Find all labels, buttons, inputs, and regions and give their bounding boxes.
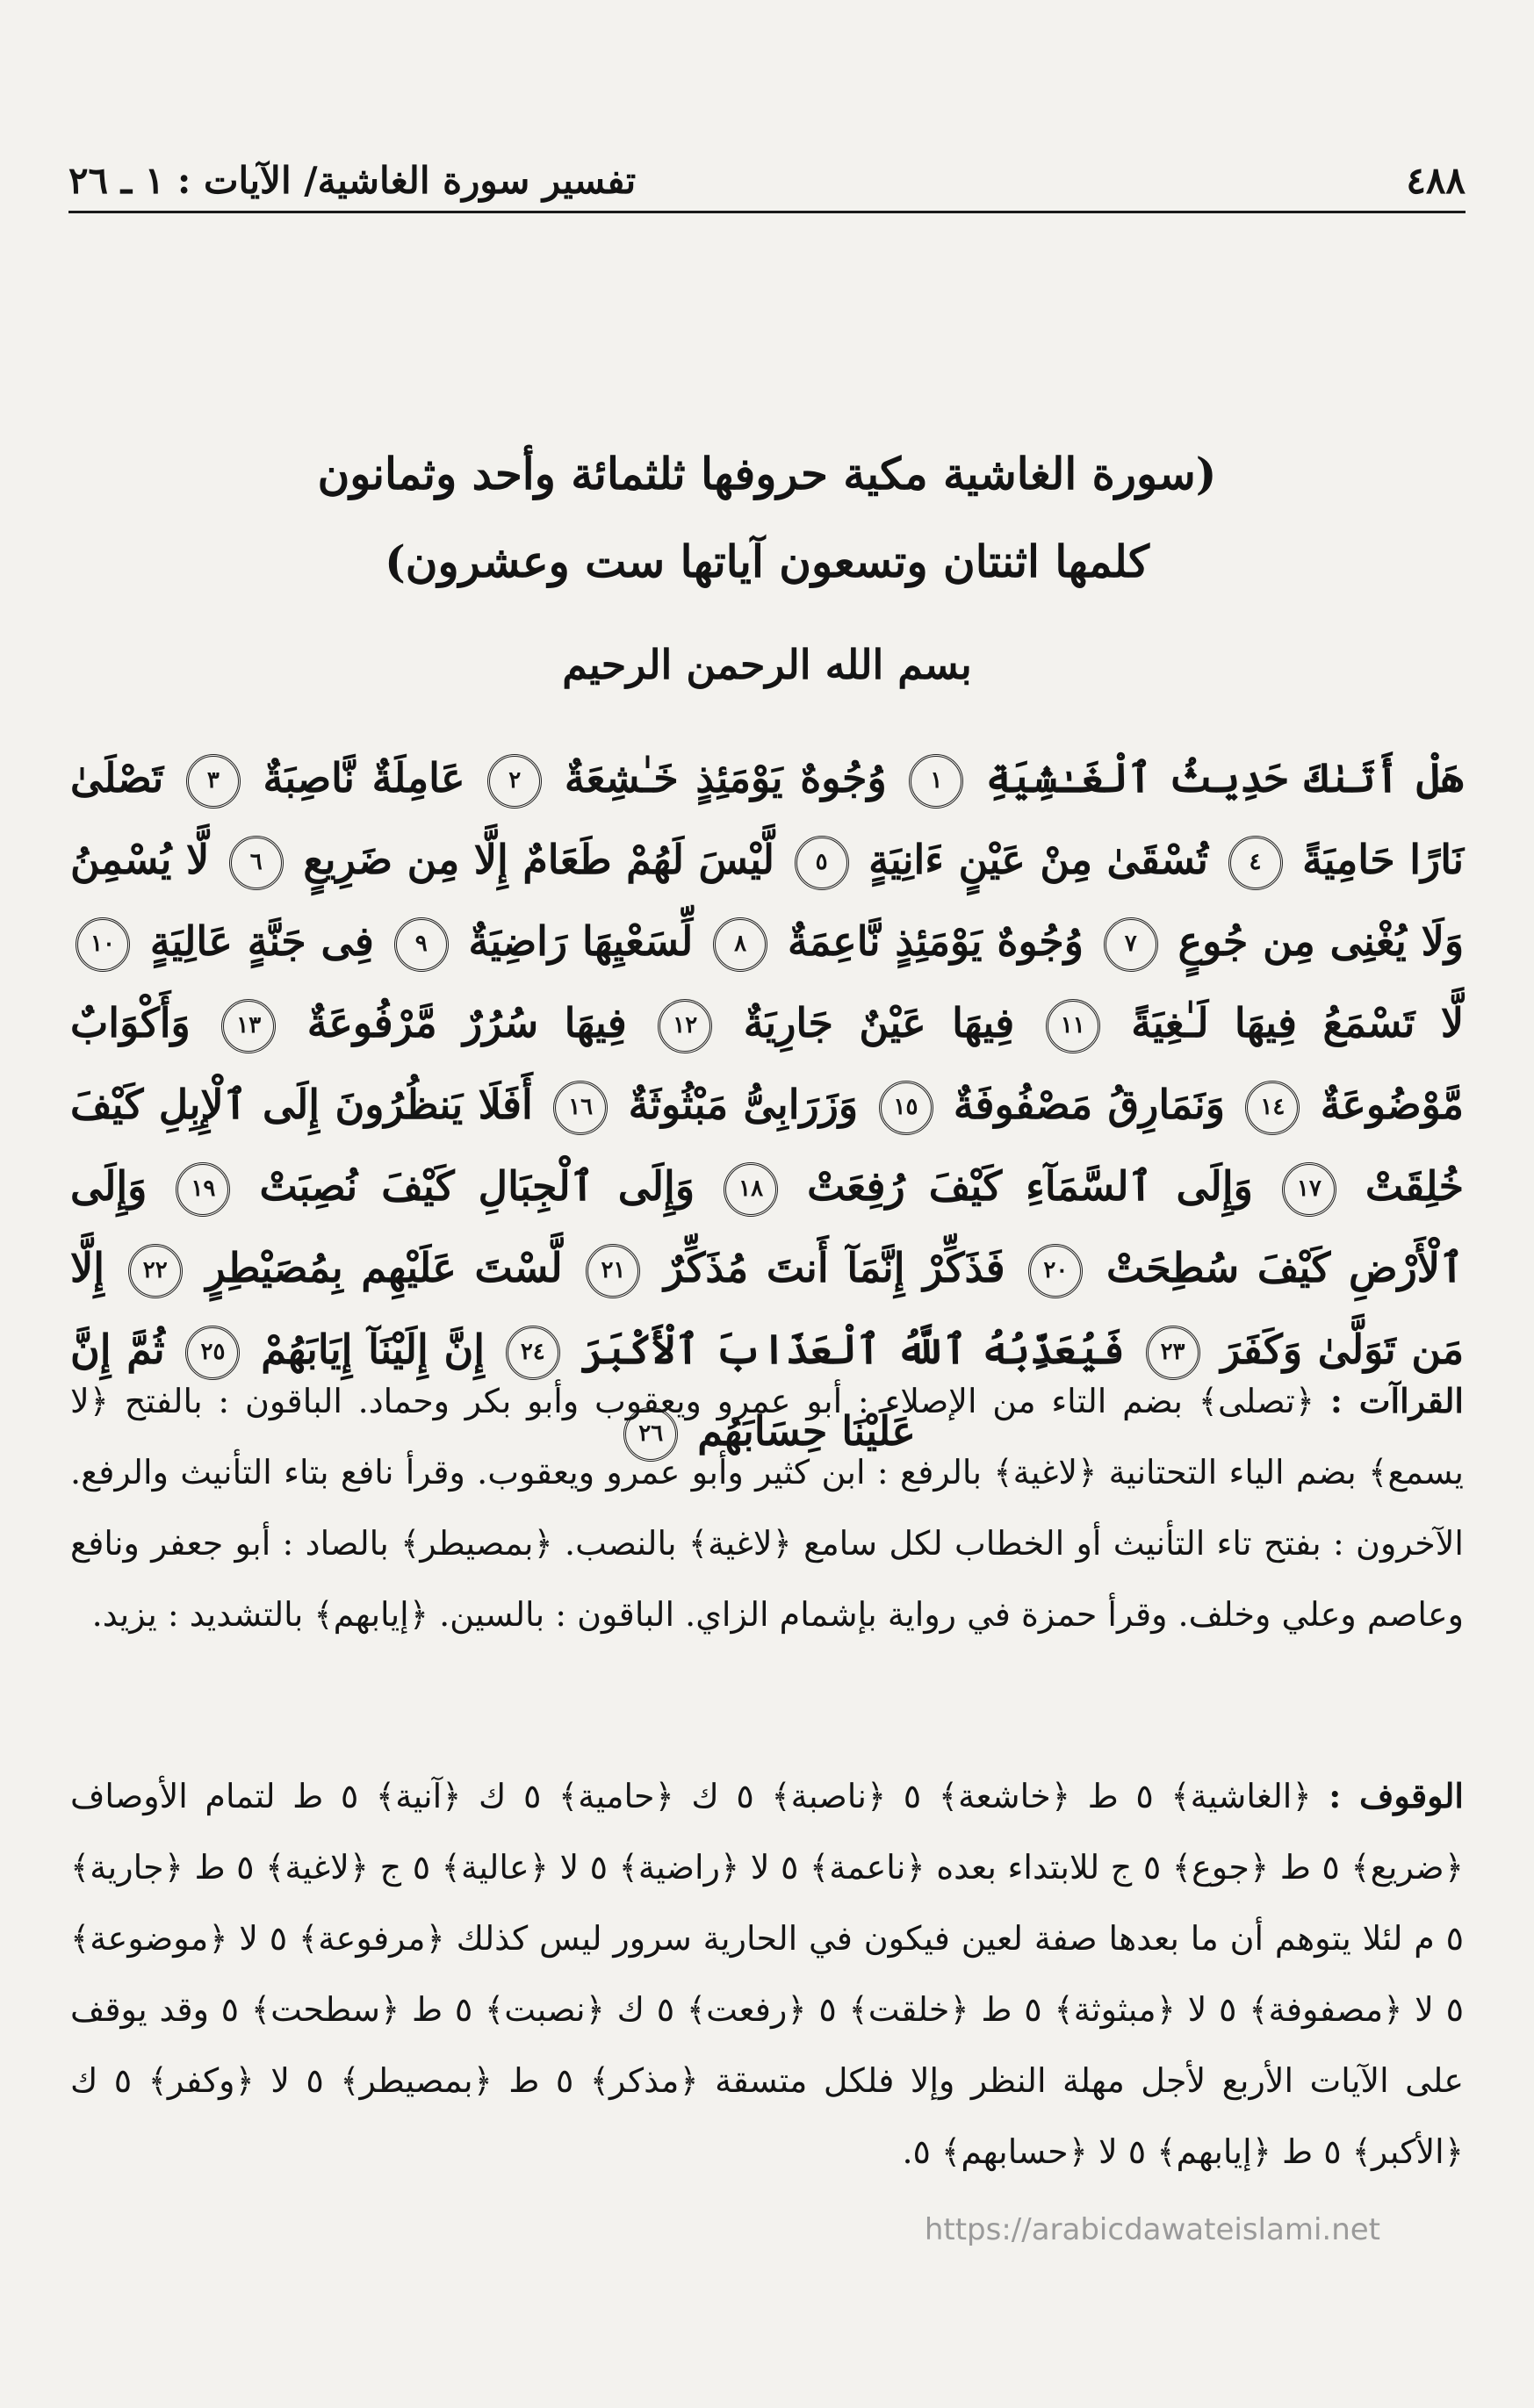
verse-text: أَفَلَا يَنظُرُونَ إِلَى ٱلْإِبِلِ كَيْفَ خُلِقَتْ	[70, 1081, 1465, 1210]
ayah-number-marker: ٢١	[586, 1244, 640, 1298]
verse-text: فِيهَا سُرُرٌ مَّرْفُوعَةٌ	[306, 999, 627, 1046]
quran-verses	[70, 737, 1464, 1472]
surah-header-line-1: (سورة الغاشية مكية حروفها ثلثمائة وأحد وثمانون	[317, 448, 1217, 500]
ayah-number-marker: ١١	[1046, 999, 1100, 1053]
basmala: بسم الله الرحمن الرحيم	[562, 641, 972, 688]
ayah-number-marker: ٤	[1228, 836, 1283, 890]
verse-text: هَلْ أَتَىٰكَ حَدِيثُ ٱلْغَـٰشِيَةِ	[986, 754, 1465, 801]
qiraat-label: القراآت :	[1329, 1381, 1464, 1420]
ayah-number-marker: ١٤	[1245, 1081, 1300, 1135]
verse-text: تُسْقَىٰ مِنْ عَيْنٍ ءَانِيَةٍ	[868, 836, 1208, 883]
verse-text: إِلَّا مَن تَوَلَّىٰ وَكَفَرَ	[70, 1244, 1465, 1373]
ayah-number-marker: ١٣	[221, 999, 276, 1053]
wuquf-text: ﴿الغاشية﴾ ٥ ط ﴿خاشعة﴾ ٥ ﴿ناصبة﴾ ٥ ك ﴿حامية﴾ ٥ ك ﴿آنية﴾ ٥ ط لتمام الأوصاف ﴿ضريع﴾ ٥ ط ﴿جوع﴾ ٥ ج للابتداء بعده ﴿ناعمة﴾ ٥ لا ﴿راضية﴾ ٥ لا ﴿عالية﴾ ٥ ج ﴿لاغية﴾ ٥ ط ﴿جارية﴾ ٥ م لئلا يتوهم أن ما بعدها صفة لعين فيكون في الحارية سرور ليس كذلك ﴿مرفوعة﴾ ٥ لا ﴿موضوعة﴾ ٥ لا ﴿مصفوفة﴾ ٥ لا ﴿مبثوثة﴾ ٥ ط ﴿خلقت﴾ ٥ ﴿رفعت﴾ ٥ ك ﴿نصبت﴾ ٥ ط ﴿سطحت﴾ ٥ وقد يوقف على الآيات الأربع لأجل مهلة النظر وإلا فلكل متسقة ﴿مذكر﴾ ٥ ط ﴿بمصيطر﴾ ٥ لا ﴿وكفر﴾ ٥ ك ﴿الأكبر﴾ ٥ ط ﴿إيابهم﴾ ٥ لا ﴿حسابهم﴾ ٥.	[70, 1777, 1465, 2171]
verse-text: فِيهَا عَيْنٌ جَارِيَةٌ	[743, 999, 1015, 1046]
wuquf-label: الوقوف :	[1329, 1776, 1464, 1815]
ayah-number-marker: ٥	[795, 836, 849, 890]
page-number: ٤٨٨	[1406, 159, 1466, 202]
ayah-number-marker: ١٥	[879, 1081, 933, 1135]
verse-text: وَنَمَارِقُ مَصْفُوفَةٌ	[953, 1081, 1225, 1128]
verse-text: لَّا تَسْمَعُ فِيهَا لَـٰغِيَةً	[1131, 999, 1465, 1046]
verse-text: فَيُعَذِّبُهُ ٱللَّهُ ٱلْعَذَابَ ٱلْأَكْبَرَ	[580, 1326, 1125, 1373]
verse-text: إِنَّ إِلَيْنَآ إِيَابَهُمْ	[261, 1326, 486, 1373]
verse-text: لَّسْتَ عَلَيْهِم بِمُصَيْطِرٍ	[205, 1244, 563, 1291]
verse-text: تَصْلَىٰ نَارًا حَامِيَةً	[70, 754, 1465, 883]
ayah-number-marker: ٦	[229, 836, 284, 890]
verse-text: لِّسَعْيِهَا رَاضِيَةٌ	[468, 917, 694, 965]
verse-text: لَّا يُسْمِنُ وَلَا يُغْنِى مِن جُوعٍ	[70, 836, 1465, 965]
ayah-number-marker: ٢٠	[1028, 1244, 1083, 1298]
ayah-number-marker: ٢٤	[506, 1326, 560, 1380]
ayah-number-marker: ٢٥	[185, 1326, 240, 1380]
verse-text: وَزَرَابِىُّ مَبْثُوثَةٌ	[628, 1081, 859, 1128]
surah-header	[132, 430, 1402, 606]
surah-header-line-2: كلمها اثنتان وتسعون آياتها ست وعشرون)	[385, 536, 1149, 587]
ayah-number-marker: ٨	[713, 917, 767, 972]
watermark-url: https://arabicdawateislami.net	[924, 2212, 1380, 2247]
ayah-number-marker: ٩	[394, 917, 449, 972]
running-title: تفسير سورة الغاشية/ الآيات : ١ ـ ٢٦	[68, 159, 637, 202]
verse-text: وَإِلَى ٱلسَّمَآءِ كَيْفَ رُفِعَتْ	[807, 1162, 1253, 1210]
ayah-number-marker: ١٢	[658, 999, 712, 1053]
verse-text: وُجُوهٌ يَوْمَئِذٍ خَـٰشِعَةٌ	[564, 754, 887, 801]
ayah-number-marker: ٢٢	[128, 1244, 183, 1298]
ayah-number-marker: ١	[909, 754, 963, 809]
ayah-number-marker: ١٦	[553, 1081, 608, 1135]
verse-text: وُجُوهٌ يَوْمَئِذٍ نَّاعِمَةٌ	[788, 917, 1084, 965]
ayah-number-marker: ١٠	[76, 917, 130, 972]
ayah-number-marker: ١٨	[724, 1162, 778, 1217]
ayah-number-marker: ٢٦	[623, 1407, 678, 1462]
verse-text: وَأَكْوَابٌ مَّوْضُوعَةٌ	[70, 999, 1465, 1128]
running-header	[68, 132, 1466, 213]
qiraat-text: ﴿تصلى﴾ بضم التاء من الإصلاء : أبو عمرو ويعقوب وأبو بكر وحماد. الباقون : بالفتح ﴿لا يسمع﴾ بضم الياء التحتانية ﴿لاغية﴾ بالرفع : ابن كثير وأبو عمرو ويعقوب. وقرأ نافع بتاء التأنيث والرفع. الآخرون : بفتح تاء التأنيث أو الخطاب لكل سامع ﴿لاغية﴾ بالنصب. ﴿بمصيطر﴾ بالصاد : أبو جعفر ونافع وعاصم وعلي وخلف. وقرأ حمزة في رواية بإشمام الزاي. الباقون : بالسين. ﴿إيابهم﴾ بالتشديد : يزيد.	[70, 1382, 1464, 1634]
ayah-number-marker: ١٧	[1282, 1162, 1336, 1217]
verse-text: لَّيْسَ لَهُمْ طَعَامٌ إِلَّا مِن ضَرِيعٍ	[303, 836, 775, 883]
wuquf-section	[70, 1760, 1464, 2188]
verse-text: فِى جَنَّةٍ عَالِيَةٍ	[149, 917, 374, 965]
ayah-number-marker: ٧	[1104, 917, 1158, 972]
verse-text: ثُمَّ إِنَّ عَلَيْنَا حِسَابَهُم	[70, 1326, 916, 1455]
verse-text: فَذَكِّرْ إِنَّمَآ أَنتَ مُذَكِّرٌ	[664, 1244, 1005, 1291]
ayah-number-marker: ٣	[186, 754, 241, 809]
verse-text: وَإِلَى ٱلْجِبَالِ كَيْفَ نُصِبَتْ	[259, 1162, 695, 1210]
ayah-number-marker: ٢٣	[1146, 1326, 1200, 1380]
qiraat-section	[70, 1365, 1464, 1650]
ayah-number-marker: ١٩	[176, 1162, 230, 1217]
verse-text: عَامِلَةٌ نَّاصِبَةٌ	[263, 754, 465, 801]
verse-text: وَإِلَى ٱلْأَرْضِ كَيْفَ سُطِحَتْ	[70, 1162, 1464, 1291]
ayah-number-marker: ٢	[487, 754, 542, 809]
